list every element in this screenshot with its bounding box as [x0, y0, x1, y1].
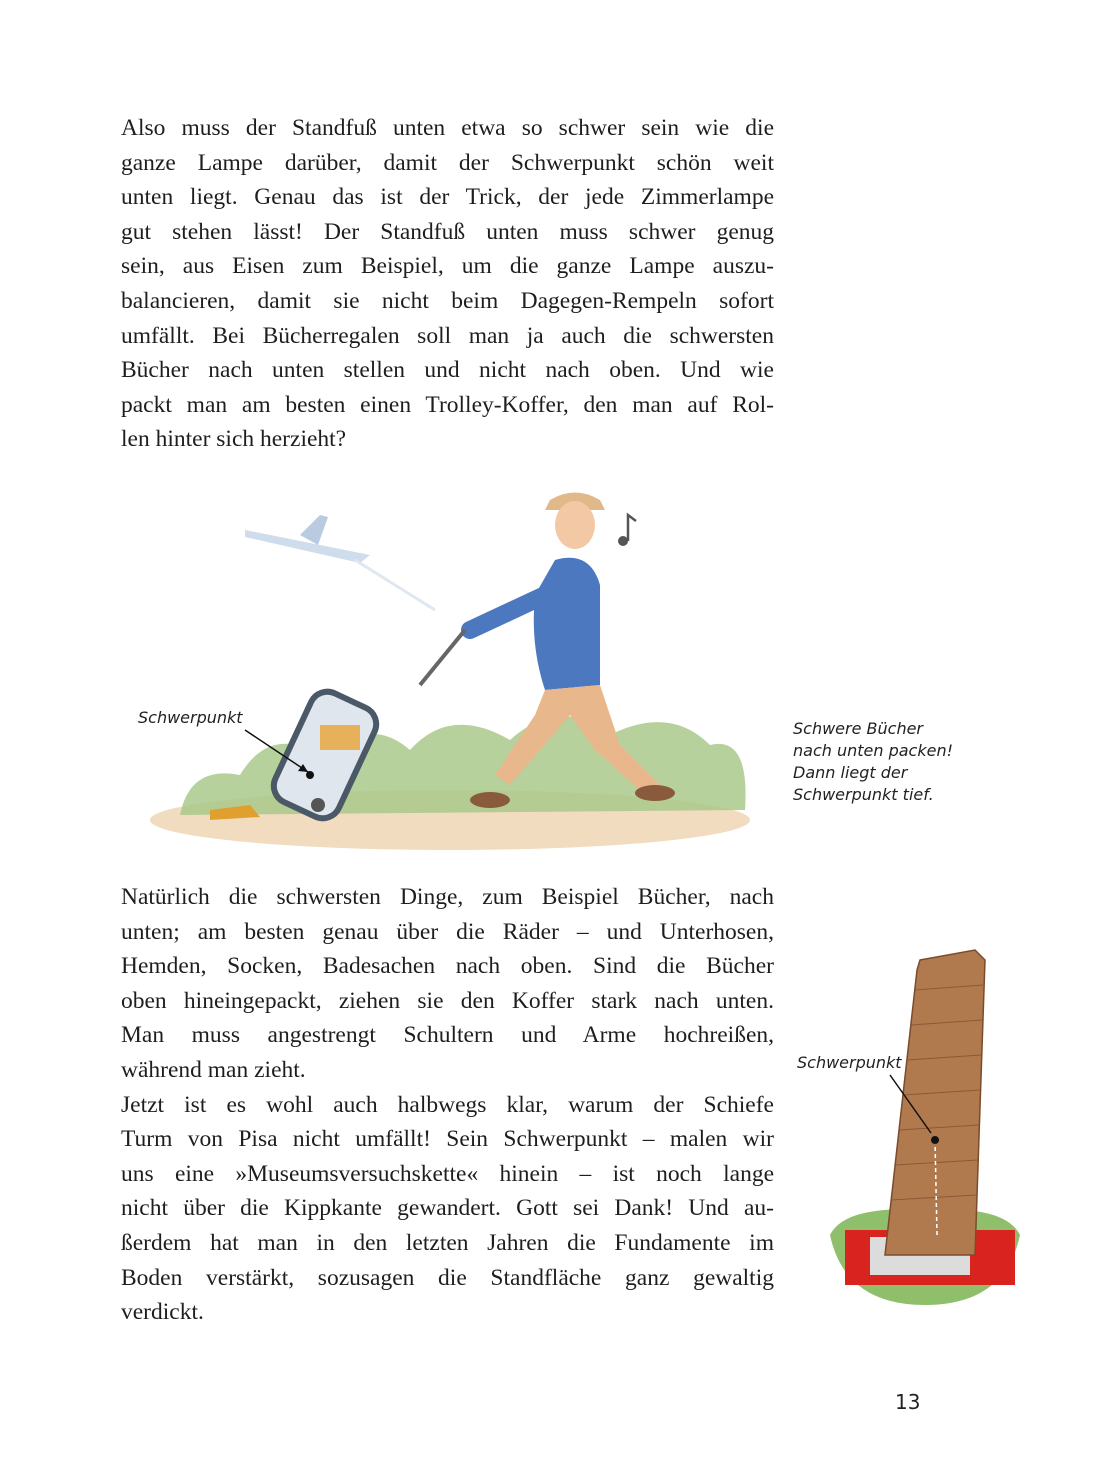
text-line: unten; am besten genau über die Räder – und Unterhosen, [121, 918, 774, 945]
text-line: packt man am besten einen Trolley-Koffer, den man auf Rol- [121, 391, 774, 418]
text-line: Bücher nach unten stellen und nicht nach oben. Und wie [121, 357, 774, 384]
caption-line: nach unten packen! [793, 741, 954, 760]
text-line: Hemden, Socken, Badesachen nach oben. Sind die Bücher [121, 953, 774, 980]
text-line: Boden verstärkt, sozusagen die Standfläche ganz gewaltig [121, 1264, 774, 1291]
paragraph-1 [121, 111, 774, 457]
text-line: Also muss der Standfuß unten etwa so schwer sein wie die [121, 115, 774, 141]
text-line: ßerdem hat man in den letzten Jahren die Fundamente im [121, 1229, 774, 1256]
music-note-icon [618, 515, 636, 546]
caption-line: Schwerpunkt tief. [793, 785, 934, 804]
text-line: oben hineingepackt, ziehen sie den Koffer stark nach unten. [121, 987, 774, 1014]
caption-line: Dann liegt der [793, 763, 908, 782]
paragraph-2 [121, 880, 774, 1330]
page-number: 13 [895, 1390, 921, 1414]
text-line: umfällt. Bei Bücherregalen soll man ja auch die schwersten [121, 322, 774, 349]
text-line: Turm von Pisa nicht umfällt! Sein Schwerpunkt – malen wir [121, 1126, 774, 1153]
schwerpunkt-label-tower: Schwerpunkt [797, 1053, 902, 1072]
tower [885, 950, 985, 1255]
text-line: unten liegt. Genau das ist der Trick, der jede Zimmerlampe [121, 184, 774, 211]
text-line: Man muss angestrengt Schultern und Arme hochreißen, [121, 1022, 774, 1049]
text-line: len hinter sich herzieht? [121, 426, 347, 453]
text-line: Natürlich die schwersten Dinge, zum Beispiel Bücher, nach [121, 884, 774, 910]
text-line: während man zieht. [121, 1056, 306, 1083]
text-line: gut stehen lässt! Der Standfuß unten muss schwer genug [121, 218, 774, 245]
text-line: nicht über die Kippkante gewandert. Gott sei Dank! Und au- [121, 1195, 774, 1222]
text-line: balancieren, damit sie nicht beim Dagegen-Rempeln sofort [121, 287, 774, 314]
text-line: Jetzt ist es wohl auch halbwegs klar, warum der Schiefe [121, 1091, 774, 1118]
schwerpunkt-dot [931, 1136, 939, 1144]
text-line: verdickt. [121, 1299, 204, 1326]
trolley-side-caption [793, 718, 953, 806]
text-line: ganze Lampe darüber, damit der Schwerpunkt schön weit [121, 149, 774, 176]
text-line: sein, aus Eisen zum Beispiel, um die ganze Lampe auszu- [121, 253, 774, 280]
airplane-icon [245, 515, 435, 610]
text-line: uns eine »Museumsversuchskette« hinein – ist noch lange [121, 1160, 774, 1187]
trolley-illustration [150, 475, 770, 875]
caption-line: Schwere Bücher [793, 719, 924, 738]
pisa-tower-illustration [825, 945, 1025, 1310]
schwerpunkt-label-trolley: Schwerpunkt [138, 708, 243, 727]
